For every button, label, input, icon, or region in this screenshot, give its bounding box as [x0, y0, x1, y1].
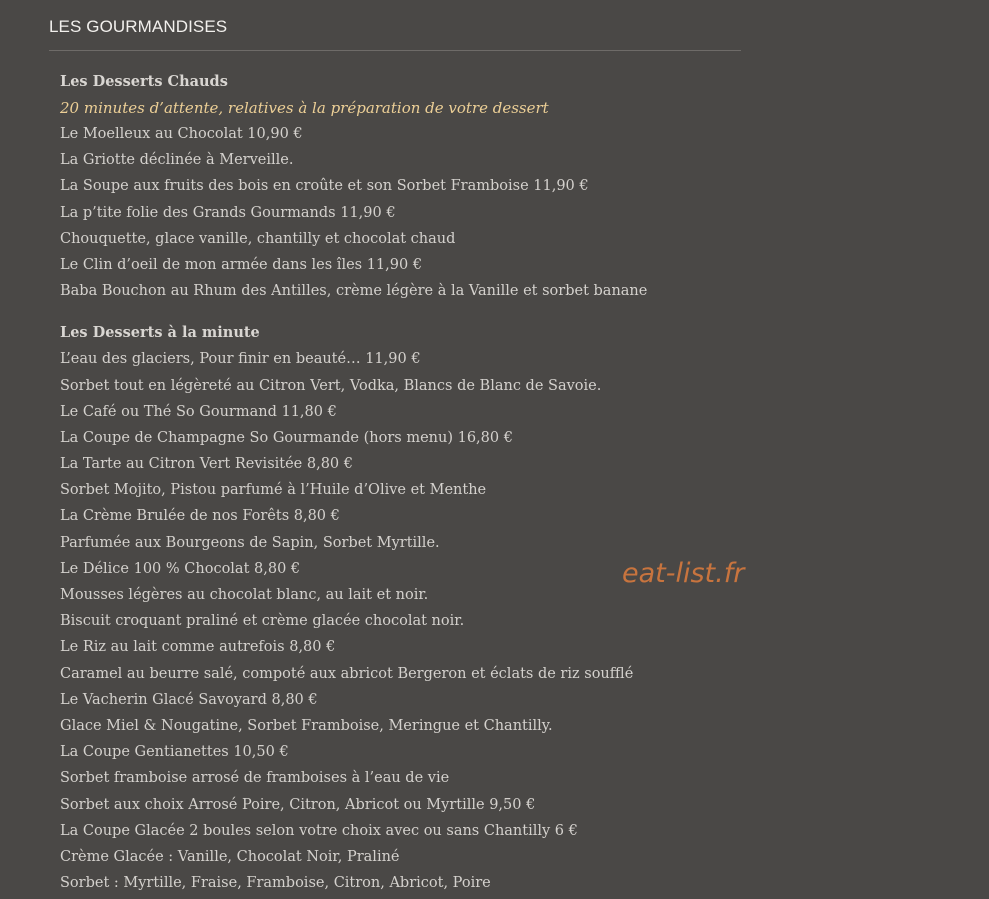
section-title: LES GOURMANDISES	[49, 17, 228, 36]
section-divider	[49, 50, 741, 51]
menu-item: Sorbet tout en légèreté au Citron Vert, Vodka, Blancs de Blanc de Savoie.	[60, 377, 602, 394]
menu-group-note: 20 minutes d’attente, relatives à la préparation de votre dessert	[60, 99, 549, 117]
menu-item: Glace Miel & Nougatine, Sorbet Framboise, Meringue et Chantilly.	[60, 717, 553, 734]
menu-item: Le Riz au lait comme autrefois 8,80 €	[60, 639, 336, 656]
menu-item: Le Moelleux au Chocolat 10,90 €	[60, 126, 303, 142]
menu-item: Chouquette, glace vanille, chantilly et chocolat chaud	[60, 230, 456, 247]
menu-item: La Griotte déclinée à Merveille.	[60, 152, 294, 169]
menu-group-desserts-minute	[60, 320, 920, 896]
menu-item-list	[60, 346, 920, 896]
menu-item: Sorbet framboise arrosé de framboises à l’eau de vie	[60, 770, 450, 787]
menu-item: Caramel au beurre salé, compoté aux abricot Bergeron et éclats de riz soufflé	[60, 665, 634, 682]
menu-item: Sorbet : Myrtille, Fraise, Framboise, Citron, Abricot, Poire	[60, 875, 491, 892]
menu-item: Baba Bouchon au Rhum des Antilles, crème légère à la Vanille et sorbet banane	[60, 283, 648, 300]
menu-item: La Coupe de Champagne So Gourmande (hors menu) 16,80 €	[60, 429, 513, 446]
menu-item: La Crème Brulée de nos Forêts 8,80 €	[60, 508, 340, 525]
menu-item: Sorbet aux choix Arrosé Poire, Citron, Abricot ou Myrtille 9,50 €	[60, 796, 536, 813]
menu-group-desserts-chauds	[60, 69, 920, 304]
watermark: eat-list.fr	[622, 558, 745, 589]
menu-item: Le Café ou Thé So Gourmand 11,80 €	[60, 403, 337, 420]
menu-item: Biscuit croquant praliné et crème glacée chocolat noir.	[60, 613, 465, 630]
menu-item: Le Délice 100 % Chocolat 8,80 €	[60, 560, 301, 577]
menu-item: Mousses légères au chocolat blanc, au lait et noir.	[60, 587, 429, 603]
menu-item: Crème Glacée : Vanille, Chocolat Noir, Praliné	[60, 848, 400, 865]
menu-group-heading: Les Desserts Chauds	[60, 73, 228, 90]
menu-item: La Coupe Gentianettes 10,50 €	[60, 744, 289, 761]
menu-item: Sorbet Mojito, Pistou parfumé à l’Huile d’Olive et Menthe	[60, 482, 487, 499]
menu-item: La Soupe aux fruits des bois en croûte et son Sorbet Framboise 11,90 €	[60, 178, 589, 195]
menu-item: La Tarte au Citron Vert Revisitée 8,80 €	[60, 456, 353, 473]
menu-item: L’eau des glaciers, Pour finir en beauté… 11,90 €	[60, 351, 421, 368]
menu-item: Le Clin d’oeil de mon armée dans les îles 11,90 €	[60, 256, 423, 273]
dessert-menu	[60, 69, 920, 896]
menu-item: La Coupe Glacée 2 boules selon votre choix avec ou sans Chantilly 6 €	[60, 822, 578, 839]
menu-group-heading: Les Desserts à la minute	[60, 324, 260, 342]
menu-item: La p’tite folie des Grands Gourmands 11,90 €	[60, 204, 396, 221]
menu-item-list	[60, 121, 920, 304]
menu-item: Parfumée aux Bourgeons de Sapin, Sorbet Myrtille.	[60, 534, 440, 551]
menu-item: Le Vacherin Glacé Savoyard 8,80 €	[60, 691, 318, 708]
